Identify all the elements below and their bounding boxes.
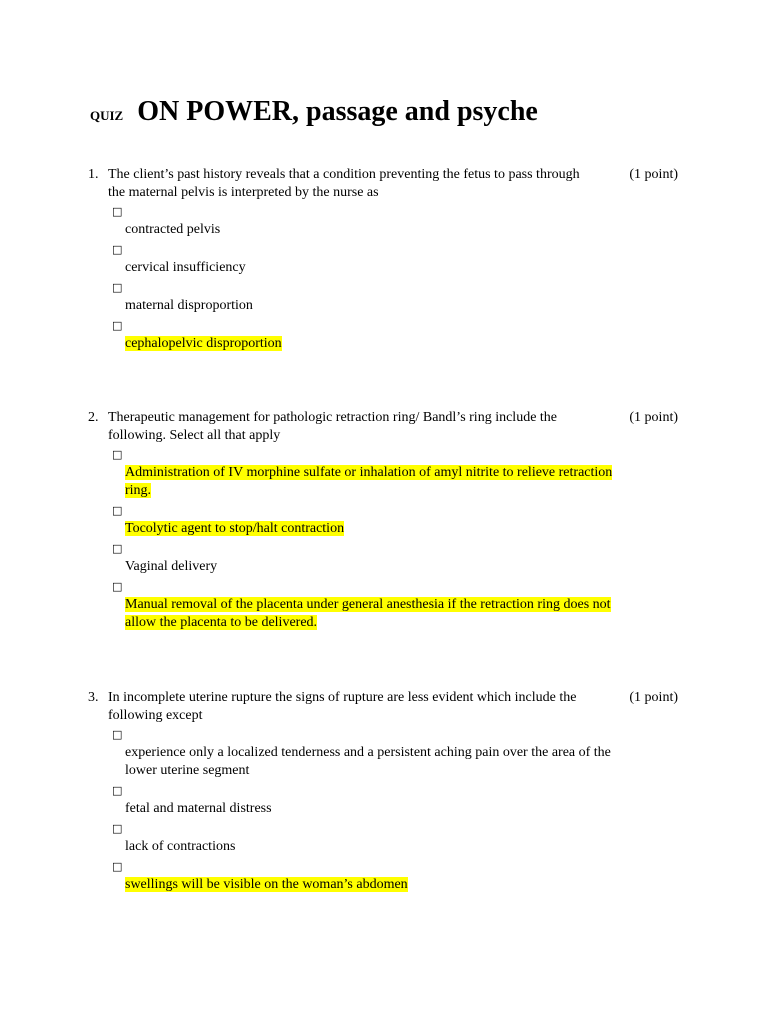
answer-option[interactable] bbox=[112, 203, 678, 239]
question-line bbox=[88, 184, 678, 202]
option-text bbox=[125, 221, 678, 239]
answer-options bbox=[112, 726, 678, 894]
checkbox-icon[interactable]: □ bbox=[112, 860, 123, 873]
checkbox-icon[interactable]: □ bbox=[112, 448, 123, 461]
checkbox-icon[interactable]: □ bbox=[112, 243, 123, 256]
option-line: fetal and maternal distress bbox=[125, 801, 272, 816]
question-line bbox=[88, 409, 678, 427]
option-line: cervical insufficiency bbox=[125, 260, 246, 275]
option-line-highlighted: Tocolytic agent to stop/halt contraction bbox=[125, 521, 345, 536]
checkbox-icon[interactable]: □ bbox=[112, 728, 123, 741]
option-line: maternal disproportion bbox=[125, 298, 253, 313]
answer-option[interactable] bbox=[112, 820, 678, 856]
option-line: experience only a localized tenderness and a persistent aching pain over the area of the bbox=[125, 745, 611, 760]
answer-option[interactable] bbox=[112, 241, 678, 277]
question-3 bbox=[88, 689, 678, 896]
option-line-highlighted: allow the placenta to be delivered. bbox=[125, 615, 318, 630]
option-line-highlighted: ring. bbox=[125, 483, 152, 498]
checkbox-icon[interactable]: □ bbox=[112, 319, 123, 332]
option-line: contracted pelvis bbox=[125, 222, 221, 237]
question-line bbox=[88, 166, 678, 184]
answer-option[interactable] bbox=[112, 279, 678, 315]
option-text bbox=[125, 744, 678, 780]
question-number: 2. bbox=[88, 410, 99, 425]
option-line-highlighted: Manual removal of the placenta under general anesthesia if the retraction ring does not bbox=[125, 597, 611, 612]
answer-option[interactable] bbox=[112, 578, 678, 632]
question-text: the maternal pelvis is interpreted by the nurse as bbox=[108, 185, 379, 200]
page-title bbox=[90, 96, 538, 128]
option-text bbox=[125, 335, 678, 353]
question-text: following except bbox=[108, 708, 203, 723]
option-text bbox=[125, 838, 678, 856]
answer-options bbox=[112, 203, 678, 353]
question-line bbox=[88, 707, 678, 725]
question-number: 1. bbox=[88, 167, 99, 182]
quiz-label: QUIZ bbox=[90, 108, 124, 123]
answer-options bbox=[112, 446, 678, 632]
question-text: The client’s past history reveals that a condition preventing the fetus to pass through bbox=[108, 167, 580, 182]
answer-option[interactable] bbox=[112, 726, 678, 780]
answer-option[interactable] bbox=[112, 317, 678, 353]
question-text: Therapeutic management for pathologic retraction ring/ Bandl’s ring include the bbox=[108, 410, 558, 425]
question-line bbox=[88, 689, 678, 707]
checkbox-icon[interactable]: □ bbox=[112, 580, 123, 593]
checkbox-icon[interactable]: □ bbox=[112, 504, 123, 517]
question-number: 3. bbox=[88, 690, 99, 705]
answer-option[interactable] bbox=[112, 502, 678, 538]
option-text bbox=[125, 596, 678, 632]
checkbox-icon[interactable]: □ bbox=[112, 205, 123, 218]
option-line-highlighted: Administration of IV morphine sulfate or inhalation of amyl nitrite to relieve retraction bbox=[125, 465, 613, 480]
option-text bbox=[125, 259, 678, 277]
option-line-highlighted: swellings will be visible on the woman’s abdomen bbox=[125, 877, 408, 892]
checkbox-icon[interactable]: □ bbox=[112, 542, 123, 555]
option-text bbox=[125, 297, 678, 315]
answer-option[interactable] bbox=[112, 446, 678, 500]
answer-option[interactable] bbox=[112, 540, 678, 576]
answer-option[interactable] bbox=[112, 782, 678, 818]
option-text bbox=[125, 558, 678, 576]
option-line: lower uterine segment bbox=[125, 763, 250, 778]
quiz-title: ON POWER, passage and psyche bbox=[137, 96, 538, 127]
question-line bbox=[88, 427, 678, 445]
option-text bbox=[125, 800, 678, 818]
checkbox-icon[interactable]: □ bbox=[112, 822, 123, 835]
question-2 bbox=[88, 409, 678, 634]
option-line-highlighted: cephalopelvic disproportion bbox=[125, 336, 282, 351]
question-text: In incomplete uterine rupture the signs of rupture are less evident which include the bbox=[108, 690, 577, 705]
question-points: (1 point) bbox=[629, 167, 678, 182]
question-points: (1 point) bbox=[629, 410, 678, 425]
checkbox-icon[interactable]: □ bbox=[112, 784, 123, 797]
checkbox-icon[interactable]: □ bbox=[112, 281, 123, 294]
question-1 bbox=[88, 166, 678, 355]
option-text bbox=[125, 464, 678, 500]
option-text bbox=[125, 876, 678, 894]
question-text: following. Select all that apply bbox=[108, 428, 281, 443]
option-line: lack of contractions bbox=[125, 839, 236, 854]
question-points: (1 point) bbox=[629, 690, 678, 705]
option-line: Vaginal delivery bbox=[125, 559, 218, 574]
option-text bbox=[125, 520, 678, 538]
answer-option[interactable] bbox=[112, 858, 678, 894]
